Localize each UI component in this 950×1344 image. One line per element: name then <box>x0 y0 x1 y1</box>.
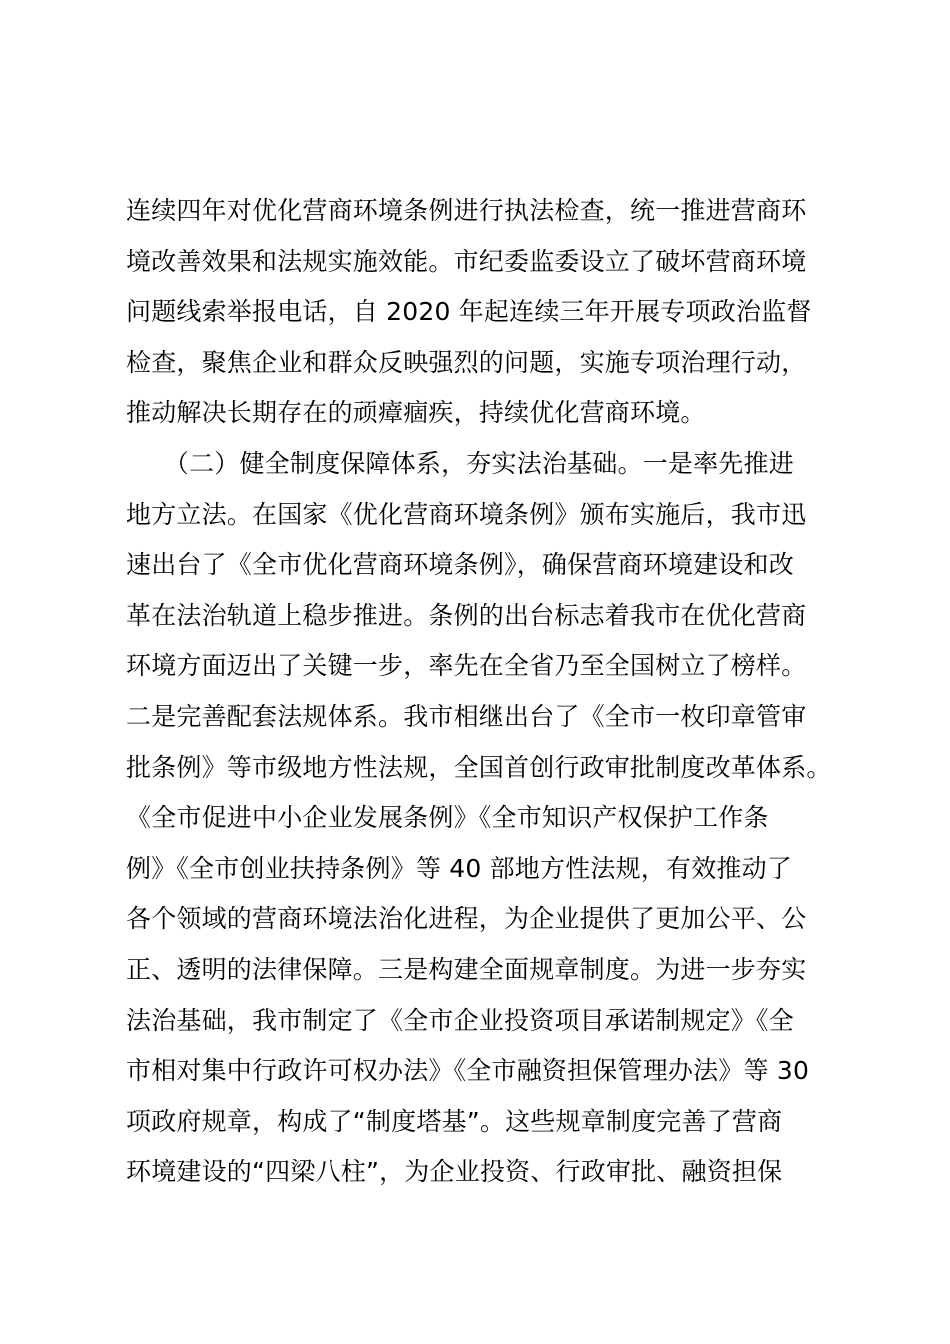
text-line: 境改善效果和法规实施效能。市纪委监委设立了破坏营商环境 <box>126 246 807 276</box>
text-line: 推动解决长期存在的顽瘴痼疾，持续优化营商环境。 <box>126 398 706 428</box>
text-line: 问题线索举报电话，自 2020 年起连续三年开展专项政治监督 <box>126 297 812 327</box>
text-line: 批条例》等市级地方性法规，全国首创行政审批制度改革体系。 <box>126 752 832 782</box>
text-line: 各个领域的营商环境法治化进程，为企业提供了更加公平、公 <box>126 904 807 934</box>
text-line: 地方立法。在国家《优化营商环境条例》颁布实施后，我市迅 <box>126 499 807 529</box>
text-line: 检查，聚焦企业和群众反映强烈的问题，实施专项治理行动， <box>126 347 807 377</box>
text-line: 环境建设的“四梁八柱”，为企业投资、行政审批、融资担保 <box>126 1157 783 1187</box>
body-text <box>126 186 846 1198</box>
text-line: 革在法治轨道上稳步推进。条例的出台标志着我市在优化营商 <box>126 600 807 630</box>
text-line: 环境方面迈出了关键一步，率先在全省乃至全国树立了榜样。 <box>126 651 807 681</box>
text-line: 《全市促进中小企业发展条例》《全市知识产权保护工作条 <box>126 803 769 833</box>
section-heading-line: （二）健全制度保障体系，夯实法治基础。一是率先推进 <box>126 448 794 478</box>
text-line: 正、透明的法律保障。三是构建全面规章制度。为进一步夯实 <box>126 954 807 984</box>
text-line: 法治基础，我市制定了《全市企业投资项目承诺制规定》《全 <box>126 1005 794 1035</box>
text-line: 项政府规章，构成了“制度塔基”。这些规章制度完善了营商 <box>126 1106 783 1136</box>
text-line: 例》《全市创业扶持条例》等 40 部地方性法规，有效推动了 <box>126 853 793 883</box>
text-line: 市相对集中行政许可权办法》《全市融资担保管理办法》等 30 <box>126 1056 810 1086</box>
text-line: 二是完善配套法规体系。我市相继出台了《全市一枚印章管审 <box>126 701 807 731</box>
text-line: 连续四年对优化营商环境条例进行执法检查，统一推进营商环 <box>126 196 807 225</box>
text-line: 速出台了《全市优化营商环境条例》，确保营商环境建设和改 <box>126 550 794 580</box>
